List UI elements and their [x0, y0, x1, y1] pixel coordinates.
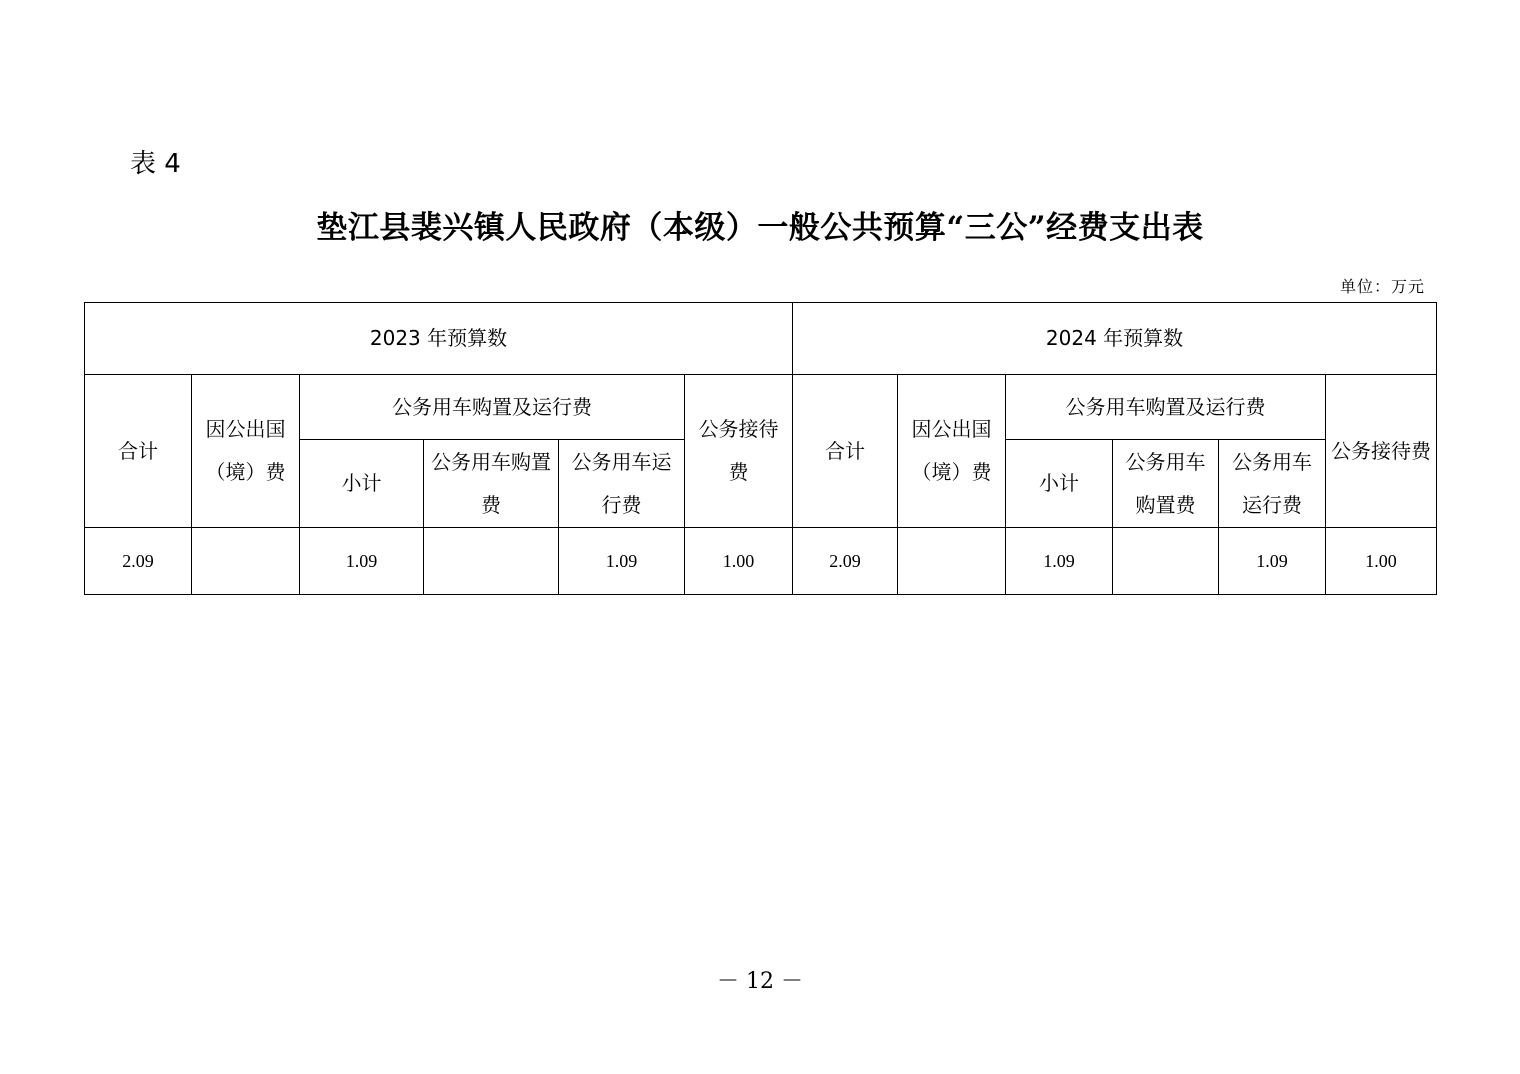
table-label: 表 4 — [130, 149, 181, 179]
cell-total-2023: 2.09 — [85, 528, 192, 595]
table-row — [85, 528, 1437, 595]
header-vehicle-purchase-2024: 公务用车购置费 — [1113, 440, 1219, 528]
header-subtotal-2023: 小计 — [300, 440, 424, 528]
year-2024-header: 2024 年预算数 — [793, 303, 1437, 375]
page-number: － 12 － — [717, 969, 803, 994]
header-reception-2023: 公务接待费 — [685, 375, 793, 528]
cell-reception-2024: 1.00 — [1326, 528, 1437, 595]
cell-overseas-2023 — [192, 528, 300, 595]
header-vehicle-group-2023: 公务用车购置及运行费 — [300, 375, 685, 440]
cell-total-2024: 2.09 — [793, 528, 898, 595]
cell-subtotal-2023: 1.09 — [300, 528, 424, 595]
document-title: 垫江县裴兴镇人民政府（本级）一般公共预算“三公”经费支出表 — [316, 210, 1204, 246]
header-overseas-2024: 因公出国（境）费 — [898, 375, 1006, 528]
cell-vehicle-operation-2023: 1.09 — [559, 528, 685, 595]
header-reception-2024: 公务接待费 — [1326, 375, 1437, 528]
year-2023-header: 2023 年预算数 — [85, 303, 793, 375]
header-vehicle-purchase-2023: 公务用车购置费 — [424, 440, 559, 528]
header-total-2023: 合计 — [85, 375, 192, 528]
cell-vehicle-operation-2024: 1.09 — [1219, 528, 1326, 595]
cell-overseas-2024 — [898, 528, 1006, 595]
header-subtotal-2024: 小计 — [1006, 440, 1113, 528]
cell-reception-2023: 1.00 — [685, 528, 793, 595]
budget-table — [84, 302, 1437, 595]
cell-vehicle-purchase-2024 — [1113, 528, 1219, 595]
column-header-row-1 — [85, 375, 1437, 440]
header-total-2024: 合计 — [793, 375, 898, 528]
year-header-row — [85, 303, 1437, 375]
header-vehicle-operation-2024: 公务用车运行费 — [1219, 440, 1326, 528]
unit-note: 单位：万元 — [1339, 277, 1425, 296]
header-vehicle-operation-2023: 公务用车运行费 — [559, 440, 685, 528]
cell-vehicle-purchase-2023 — [424, 528, 559, 595]
header-overseas-2023: 因公出国（境）费 — [192, 375, 300, 528]
cell-subtotal-2024: 1.09 — [1006, 528, 1113, 595]
header-vehicle-group-2024: 公务用车购置及运行费 — [1006, 375, 1326, 440]
